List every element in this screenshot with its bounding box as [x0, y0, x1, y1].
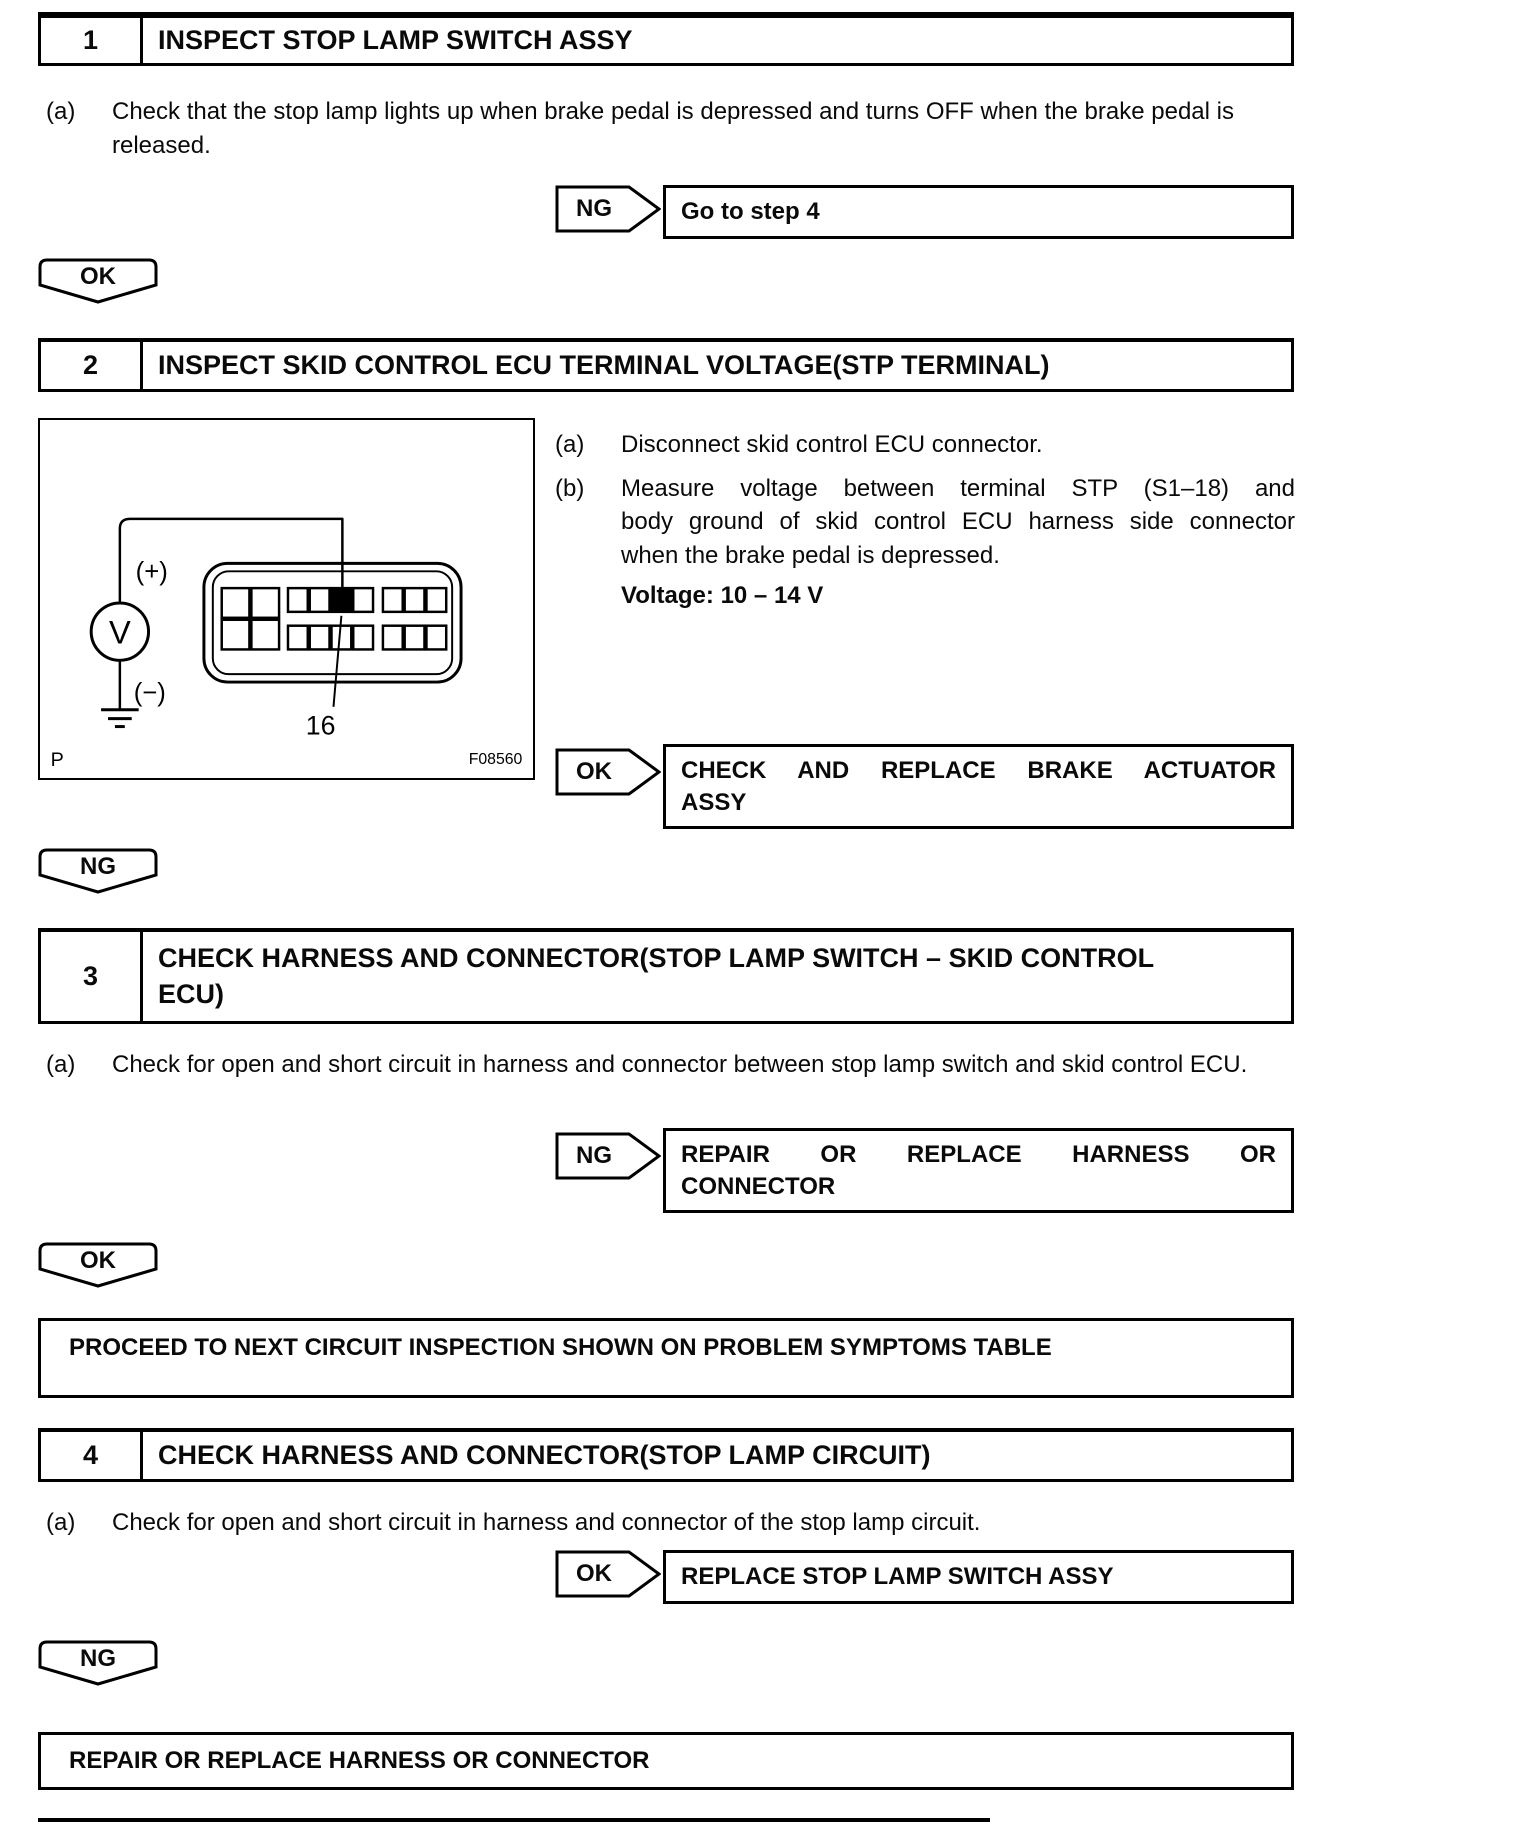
step1-ok-tag — [38, 258, 158, 304]
step1-check-item — [46, 95, 1262, 162]
ok-tag-label: OK — [80, 1247, 116, 1274]
final-directive-box — [38, 1732, 1294, 1790]
item-text — [621, 472, 1295, 613]
step2-item-b — [555, 472, 1295, 613]
directive-text: REPAIR OR REPLACE HARNESS OR CONNECTOR — [69, 1747, 650, 1774]
voltmeter-label: V — [108, 613, 131, 651]
step4-header — [38, 1428, 1294, 1482]
directive-text: PROCEED TO NEXT CIRCUIT INSPECTION SHOWN ON PROBLEM SYMPTOMS TABLE — [69, 1334, 1052, 1361]
step4-number: 4 — [41, 1432, 143, 1479]
minus-label: (−) — [133, 678, 166, 707]
ng-tag-label: NG — [80, 853, 116, 880]
figure-terminal-voltage — [38, 418, 535, 780]
step1-ng-arrow — [555, 185, 661, 233]
step3-header — [38, 928, 1294, 1024]
step3-title-line: CHECK HARNESS AND CONNECTOR(STOP LAMP SWITCH – SKID CONTROL — [158, 942, 1155, 973]
step2-ok-arrow — [555, 748, 661, 796]
ng-tag-label: NG — [80, 1645, 116, 1672]
step4-title: CHECK HARNESS AND CONNECTOR(STOP LAMP CIRCUIT) — [158, 1439, 931, 1470]
item-text-line: when the brake pedal is depressed. — [621, 541, 1000, 569]
result-text: Go to step 4 — [681, 198, 820, 225]
item-label: (a) — [46, 1509, 76, 1536]
step4-ok-result — [663, 1550, 1294, 1604]
item-text-line: Measure voltage between terminal STP (S1–18) and — [621, 474, 1295, 502]
ok-arrow-label: OK — [576, 1560, 612, 1587]
item-label: (a) — [46, 1051, 76, 1078]
ng-arrow-label: NG — [576, 195, 612, 222]
voltage-spec: Voltage: 10 – 14 V — [621, 582, 824, 610]
figure-code: F08560 — [468, 751, 523, 769]
item-text-line: body ground of skid control ECU harness side connector — [621, 508, 1295, 536]
connector-diagram — [40, 420, 533, 778]
step3-title-line: ECU) — [158, 978, 224, 1009]
item-text: Check for open and short circuit in harness and connector of the stop lamp circuit. — [112, 1509, 981, 1536]
plus-label: (+) — [135, 558, 168, 587]
step2-ok-result — [663, 744, 1294, 829]
connector-pins — [222, 588, 446, 649]
item-text: Disconnect skid control ECU connector. — [621, 431, 1043, 458]
proceed-directive-box — [38, 1318, 1294, 1398]
item-text: Check that the stop lamp lights up when brake pedal is depressed and turns OFF when the brake pedal is released. — [112, 98, 1234, 159]
result-text-line: REPAIR OR REPLACE HARNESS OR — [681, 1141, 1276, 1168]
pin-number-label: 16 — [305, 710, 336, 741]
step2-ng-tag — [38, 848, 158, 894]
step4-check-item — [46, 1506, 1262, 1540]
step2-instructions — [555, 428, 1295, 613]
step3-number: 3 — [41, 932, 143, 1021]
step1-number: 1 — [41, 18, 143, 63]
step4-ok-arrow — [555, 1550, 661, 1598]
item-label: (a) — [555, 431, 585, 458]
step3-ng-arrow — [555, 1132, 661, 1180]
result-text: REPLACE STOP LAMP SWITCH ASSY — [681, 1563, 1114, 1590]
ok-tag-label: OK — [80, 263, 116, 290]
figure-corner-label: P — [50, 749, 64, 772]
connector-outline — [204, 563, 461, 682]
step3-ok-tag — [38, 1242, 158, 1288]
step1-ng-result — [663, 185, 1294, 239]
result-text-line: CONNECTOR — [681, 1172, 836, 1200]
step4-ng-tag — [38, 1640, 158, 1686]
step2-title: INSPECT SKID CONTROL ECU TERMINAL VOLTAGE(STP TERMINAL) — [158, 349, 1050, 380]
ng-arrow-label: NG — [576, 1142, 612, 1169]
step3-check-item — [46, 1048, 1262, 1082]
page-bottom-rule — [38, 1818, 990, 1822]
step3-title — [143, 935, 1291, 1018]
probe-point — [336, 594, 348, 606]
step2-item-a — [555, 428, 1295, 462]
result-text-line: ASSY — [681, 788, 747, 816]
step2-header — [38, 338, 1294, 392]
item-label: (a) — [46, 98, 76, 125]
ok-arrow-label: OK — [576, 758, 612, 785]
step3-ng-result — [663, 1128, 1294, 1213]
result-text-line: CHECK AND REPLACE BRAKE ACTUATOR — [681, 757, 1276, 784]
item-label: (b) — [555, 474, 585, 502]
step1-title: INSPECT STOP LAMP SWITCH ASSY — [158, 24, 633, 55]
pin-leader-line — [333, 616, 341, 707]
item-text: Check for open and short circuit in harness and connector between stop lamp switch and skid control ECU. — [112, 1051, 1248, 1078]
step1-header — [38, 12, 1294, 66]
step2-number: 2 — [41, 342, 143, 389]
